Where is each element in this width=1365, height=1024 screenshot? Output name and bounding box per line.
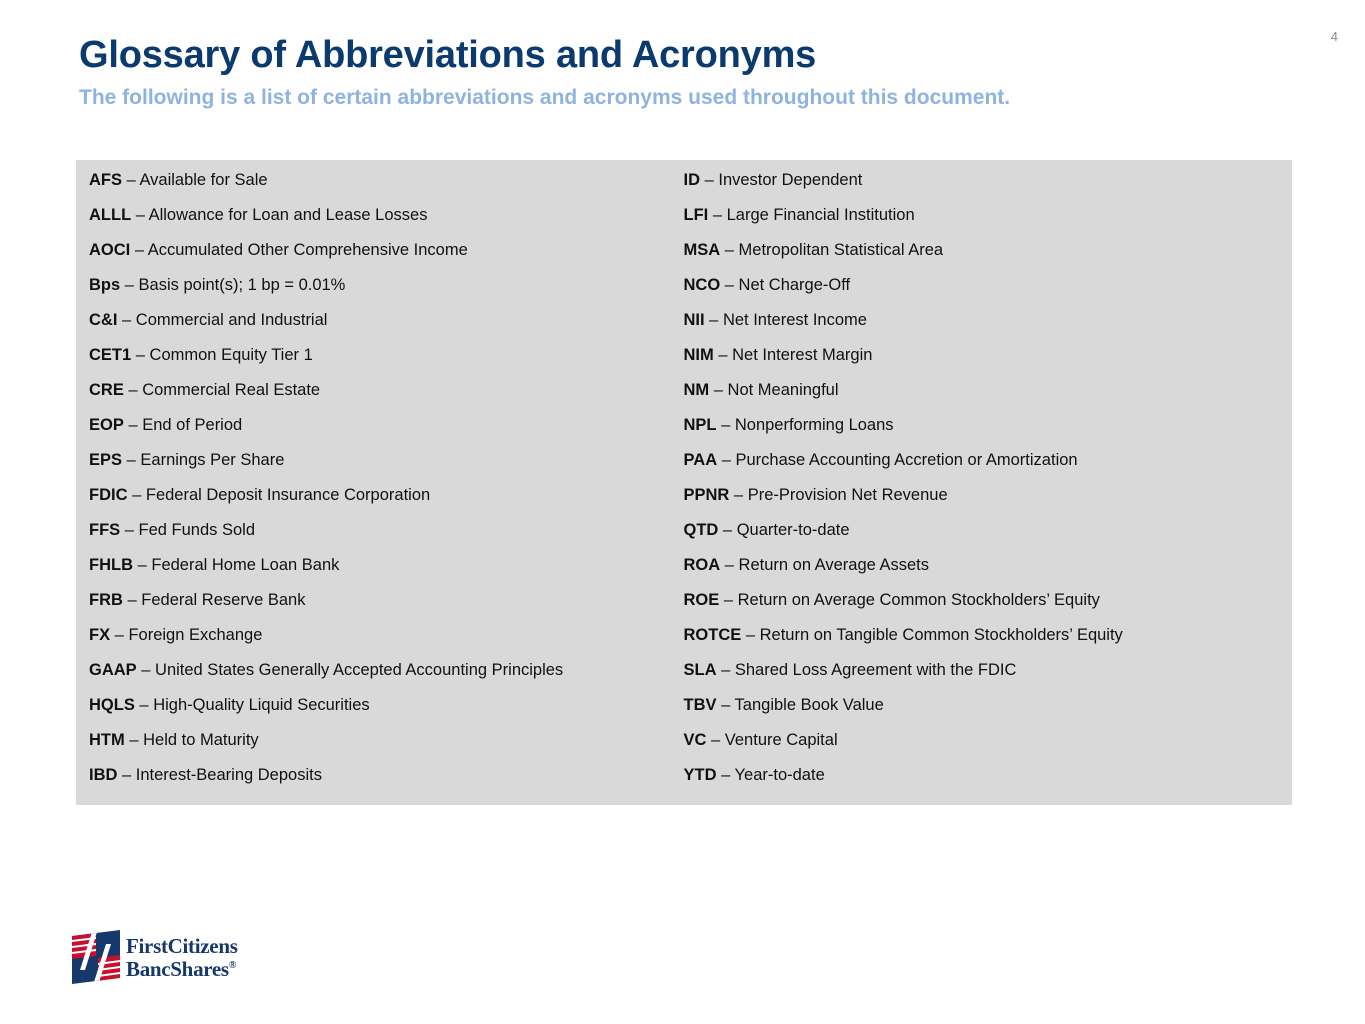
glossary-term: TBV [683,696,717,714]
glossary-term: ID [683,171,700,189]
page-subtitle: The following is a list of certain abbreviations and acronyms used throughout this document. [79,86,1011,109]
glossary-definition: Foreign Exchange [128,626,263,644]
glossary-item [89,345,684,380]
glossary-term: SLA [683,661,717,679]
glossary-term: FRB [89,591,123,609]
glossary-item [89,170,684,205]
glossary-term: MSA [683,241,721,259]
glossary-item [684,450,1279,485]
glossary-separator: – [122,451,141,469]
glossary-term: FDIC [89,486,128,504]
logo-line-2: BancShares® [126,956,236,981]
glossary-separator: – [704,311,723,329]
glossary-term: ALLL [89,206,132,224]
glossary-term: ROA [683,556,721,574]
glossary-separator: – [719,591,738,609]
glossary-definition: High-Quality Liquid Securities [153,696,370,714]
glossary-separator: – [127,486,146,504]
glossary-definition: Common Equity Tier 1 [149,346,313,364]
glossary-column-right [684,170,1279,805]
glossary-definition: Return on Tangible Common Stockholders’ Equity [759,626,1123,644]
glossary-definition: Federal Reserve Bank [141,591,306,609]
glossary-item [684,345,1279,380]
glossary-item [684,590,1279,625]
glossary-item [89,765,684,800]
glossary-separator: – [718,521,737,539]
glossary-definition: Net Interest Income [722,311,867,329]
glossary-term: HTM [89,731,125,749]
glossary-item [684,170,1279,205]
glossary-definition: Pre-Provision Net Revenue [747,486,948,504]
glossary-item [684,415,1279,450]
glossary-item [684,310,1279,345]
glossary-term: AFS [89,171,122,189]
glossary-panel [76,160,1292,805]
glossary-separator: – [120,521,139,539]
glossary-item [89,695,684,730]
glossary-item [89,625,684,660]
glossary-item [684,730,1279,765]
glossary-item [684,240,1279,275]
glossary-term: PAA [683,451,718,469]
glossary-item [89,205,684,240]
glossary-term: NPL [683,416,717,434]
glossary-item [89,555,684,590]
glossary-term: YTD [683,766,717,784]
glossary-separator: – [133,556,152,574]
glossary-separator: – [123,381,143,399]
glossary-separator: – [131,206,149,224]
glossary-item [684,660,1279,695]
company-logo [70,930,238,984]
glossary-separator: – [134,696,154,714]
glossary-term: QTD [683,521,719,539]
glossary-item [89,240,684,275]
glossary-separator: – [716,416,735,434]
glossary-separator: – [122,591,142,609]
glossary-definition: Purchase Accounting Accretion or Amortization [735,451,1078,469]
logo-wordmark [126,933,238,981]
glossary-definition: Investor Dependent [718,171,863,189]
glossary-separator: – [117,311,136,329]
glossary-definition: Not Meaningful [727,381,839,399]
logo-line-1: FirstCitizens [126,933,238,958]
glossary-item [684,520,1279,555]
glossary-item [89,275,684,310]
glossary-separator: – [716,661,735,679]
glossary-term: C&I [89,311,118,329]
glossary-column-left [89,170,684,805]
glossary-definition: Return on Average Common Stockholders’ Equity [737,591,1100,609]
glossary-separator: – [708,206,727,224]
glossary-separator: – [720,276,739,294]
glossary-item [89,730,684,765]
glossary-definition: Accumulated Other Comprehensive Income [147,241,468,259]
glossary-item [684,380,1279,415]
glossary-term: GAAP [89,661,137,679]
glossary-separator: – [123,416,143,434]
glossary-definition: Net Charge-Off [738,276,851,294]
glossary-definition: United States Generally Accepted Accounting Principles [155,661,564,679]
glossary-definition: Shared Loss Agreement with the FDIC [734,661,1017,679]
glossary-item [89,380,684,415]
glossary-term: VC [683,731,707,749]
glossary-definition: Earnings Per Share [140,451,285,469]
glossary-term: EOP [89,416,124,434]
glossary-item [684,275,1279,310]
glossary-item [684,695,1279,730]
glossary-item [89,520,684,555]
glossary-definition: Tangible Book Value [734,696,884,714]
glossary-separator: – [136,661,156,679]
glossary-separator: – [122,171,140,189]
glossary-definition: Commercial Real Estate [142,381,321,399]
glossary-term: ROE [683,591,720,609]
glossary-term: AOCI [89,241,131,259]
glossary-definition: Available for Sale [139,171,268,189]
glossary-separator: – [130,241,148,259]
glossary-definition: Return on Average Assets [738,556,930,574]
glossary-separator: – [729,486,748,504]
glossary-term: IBD [89,766,118,784]
glossary-item [89,485,684,520]
glossary-item [89,660,684,695]
glossary-term: NIM [683,346,714,364]
glossary-separator: – [720,556,739,574]
glossary-definition: Interest-Bearing Deposits [135,766,322,784]
glossary-definition: Fed Funds Sold [138,521,256,539]
glossary-term: EPS [89,451,123,469]
glossary-separator: – [117,766,136,784]
glossary-item [684,485,1279,520]
glossary-term: FX [89,626,111,644]
glossary-item [89,450,684,485]
page-title: Glossary of Abbreviations and Acronyms [79,34,817,76]
glossary-term: NM [683,381,710,399]
glossary-definition: Metropolitan Statistical Area [738,241,944,259]
glossary-term: HQLS [89,696,135,714]
glossary-separator: – [717,451,736,469]
glossary-definition: Basis point(s); 1 bp = 0.01% [138,276,346,294]
glossary-definition: Held to Maturity [143,731,259,749]
glossary-definition: Commercial and Industrial [135,311,328,329]
glossary-definition: Federal Deposit Insurance Corporation [145,486,431,504]
glossary-definition: Large Financial Institution [726,206,915,224]
glossary-definition: Quarter-to-date [736,521,850,539]
glossary-definition: Allowance for Loan and Lease Losses [148,206,428,224]
glossary-definition: Nonperforming Loans [734,416,894,434]
glossary-separator: – [713,346,733,364]
glossary-item [684,555,1279,590]
glossary-definition: Federal Home Loan Bank [151,556,340,574]
glossary-term: CRE [89,381,124,399]
flag-logo-icon [70,930,122,984]
page-number: 4 [1330,29,1338,44]
glossary-separator: – [110,626,129,644]
glossary-term: Bps [89,276,121,294]
glossary-term: FHLB [89,556,133,574]
glossary-item [89,415,684,450]
glossary-separator: – [716,766,735,784]
glossary-separator: – [124,731,144,749]
glossary-term: CET1 [89,346,132,364]
glossary-term: FFS [89,521,121,539]
glossary-item [684,765,1279,800]
glossary-separator: – [720,241,739,259]
glossary-separator: – [741,626,760,644]
glossary-term: LFI [683,206,709,224]
glossary-definition: End of Period [142,416,243,434]
glossary-item [684,625,1279,660]
glossary-item [89,590,684,625]
glossary-separator: – [709,381,728,399]
glossary-term: NCO [683,276,721,294]
glossary-term: ROTCE [683,626,742,644]
glossary-separator: – [716,696,735,714]
glossary-separator: – [131,346,150,364]
glossary-item [89,310,684,345]
glossary-term: PPNR [683,486,730,504]
glossary-term: NII [683,311,705,329]
glossary-separator: – [120,276,139,294]
glossary-definition: Year-to-date [734,766,825,784]
glossary-definition: Venture Capital [724,731,838,749]
glossary-separator: – [700,171,719,189]
glossary-item [684,205,1279,240]
glossary-separator: – [706,731,725,749]
glossary-definition: Net Interest Margin [732,346,873,364]
